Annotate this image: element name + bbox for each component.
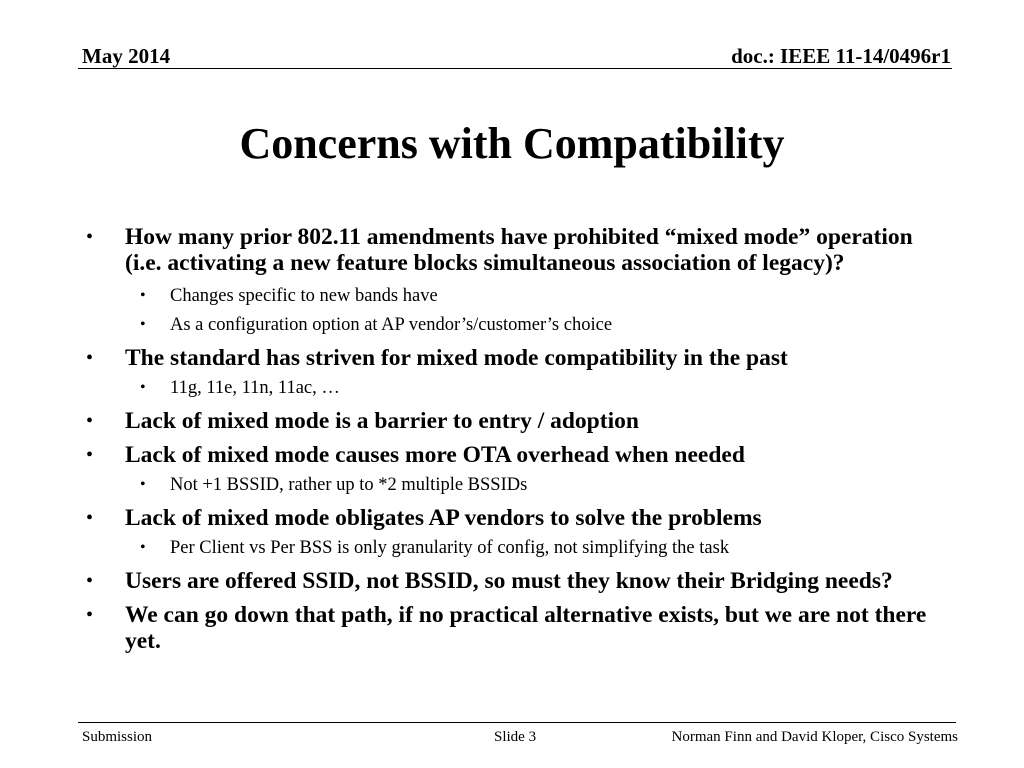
header-date: May 2014	[82, 44, 171, 68]
bullet-item	[82, 345, 942, 371]
bullet-text: How many prior 802.11 amendments have prohibited “mixed mode” operation (i.e. activating a new feature blocks simultaneous association of legacy)?	[125, 224, 913, 276]
bullet-icon: •	[140, 539, 146, 556]
sub-bullet-item	[82, 313, 942, 337]
footer-submission: Submission	[82, 729, 153, 745]
bullet-icon: •	[86, 570, 94, 592]
header-divider	[78, 68, 952, 69]
bullet-text: The standard has striven for mixed mode compatibility in the past	[125, 345, 788, 371]
bullet-icon: •	[86, 226, 94, 248]
footer-slide-number: Slide 3	[494, 729, 537, 745]
bullet-item	[82, 224, 942, 276]
bullet-item	[82, 602, 942, 654]
sub-bullet-item	[82, 473, 942, 497]
footer-divider	[78, 722, 956, 723]
sub-bullet-text: Per Client vs Per BSS is only granularity of config, not simplifying the task	[170, 538, 730, 558]
sub-bullet-text: 11g, 11e, 11n, 11ac, …	[170, 378, 340, 398]
bullet-icon: •	[140, 287, 146, 304]
bullet-icon: •	[86, 347, 94, 369]
sub-bullet-item	[82, 284, 942, 308]
footer-authors: Norman Finn and David Kloper, Cisco Systems	[671, 729, 958, 745]
sub-bullet-text: Not +1 BSSID, rather up to *2 multiple BSSIDs	[170, 475, 528, 495]
bullet-item	[82, 505, 942, 531]
header-doc-id: doc.: IEEE 11-14/0496r1	[731, 44, 951, 68]
bullet-icon: •	[140, 316, 146, 333]
bullet-text: Users are offered SSID, not BSSID, so must they know their Bridging needs?	[125, 568, 893, 594]
sub-bullet-item	[82, 376, 942, 400]
bullet-icon: •	[140, 379, 146, 396]
sub-bullet-text: As a configuration option at AP vendor’s/customer’s choice	[170, 315, 613, 335]
bullet-text: Lack of mixed mode obligates AP vendors to solve the problems	[125, 505, 762, 531]
slide-content	[82, 224, 942, 654]
bullet-icon: •	[140, 476, 146, 493]
sub-bullet-text: Changes specific to new bands have	[170, 286, 438, 306]
bullet-item	[82, 568, 942, 594]
bullet-text: Lack of mixed mode causes more OTA overhead when needed	[125, 442, 745, 468]
bullet-icon: •	[86, 507, 94, 529]
bullet-icon: •	[86, 444, 94, 466]
bullet-item	[82, 442, 942, 468]
bullet-icon: •	[86, 410, 94, 432]
bullet-icon: •	[86, 604, 94, 626]
bullet-text: We can go down that path, if no practical alternative exists, but we are not there yet.	[125, 602, 927, 654]
bullet-item	[82, 408, 942, 434]
bullet-text: Lack of mixed mode is a barrier to entry / adoption	[125, 408, 639, 434]
slide-title: Concerns with Compatibility	[239, 119, 785, 168]
sub-bullet-item	[82, 536, 942, 560]
